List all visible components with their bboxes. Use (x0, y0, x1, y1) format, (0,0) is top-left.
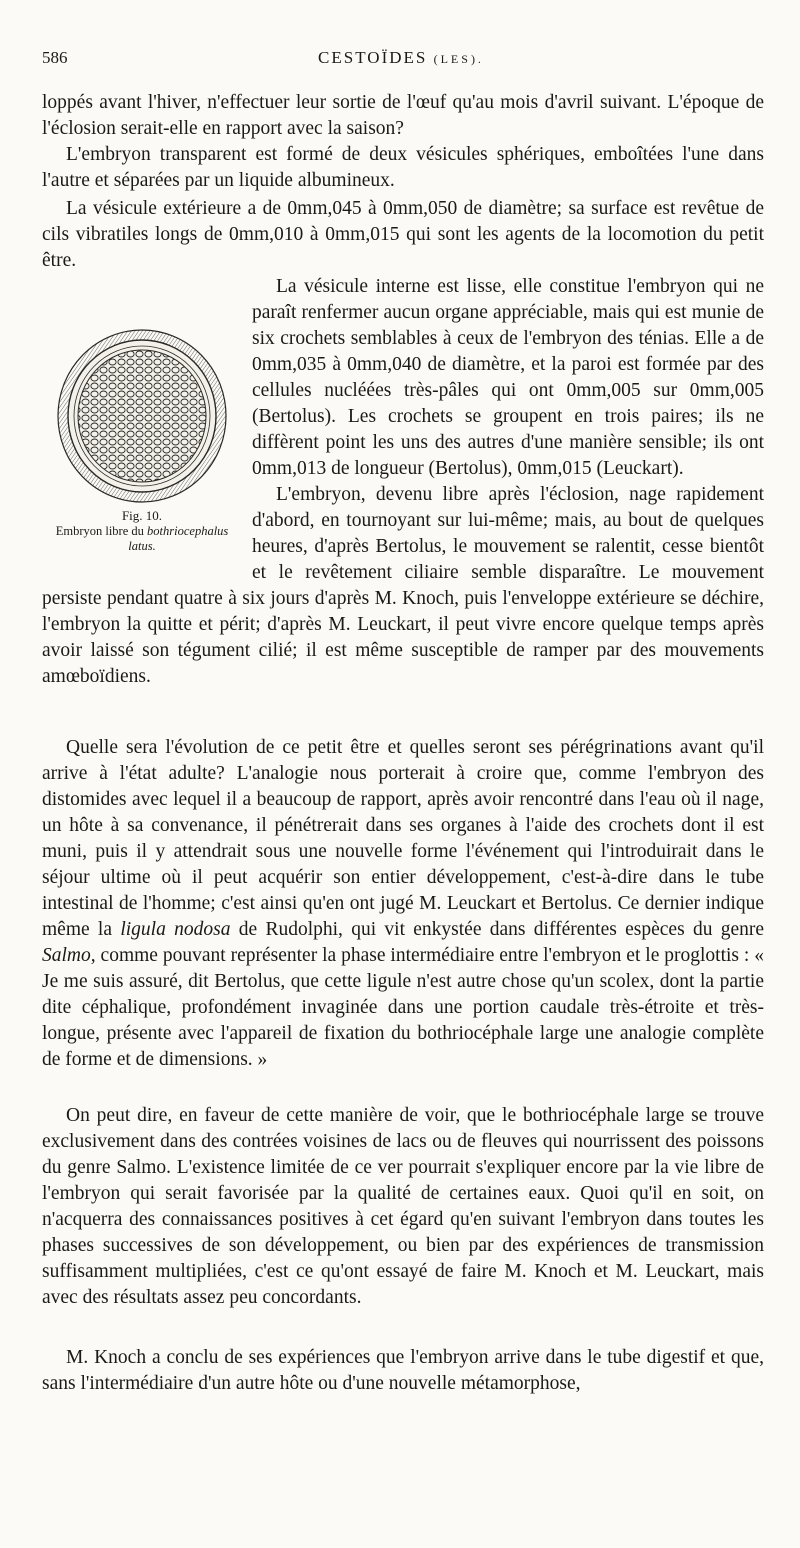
paragraph-4: L'embryon, devenu libre après l'éclosion, nage rapidement d'abord, en tournoyant sur lui-même; mais, au bout de quelques heures, d'après Bertolus, le mouvement se ralentit, cesse bientôt et le revêtement ciliaire semble disparaître. Le mouvement persiste pendant quatre à six jours d'après M. Knoch, puis l'enveloppe extérieure se déchire, l'embryon la quitte et périt; d'après M. Leuckart, il peut vivre encore quelque temps après avoir laissé son tégument cilié; il est même susceptible de ramper par des mouvements amœboïdiens. (42, 484, 764, 687)
running-title-paren: (LES). (433, 52, 484, 66)
figure-wrap-region (42, 274, 764, 687)
paragraph-5 (42, 735, 764, 1073)
paragraph-5-text-b: de Rudolphi, qui vit enkystée dans différentes espèces du genre (238, 919, 765, 940)
paragraph-0: loppés avant l'hiver, n'effectuer leur sortie de l'œuf qu'au mois d'avril suivant. L'époque de l'éclosion serait-elle en rapport avec la saison? (42, 92, 764, 139)
paragraph-7: M. Knoch a conclu de ses expériences que l'embryon arrive dans le tube digestif et que, sans l'intermédiaire d'un autre hôte ou d'une nouvelle métamorphose, (42, 1347, 764, 1394)
figure-caption-plain: Embryon libre du (55, 524, 144, 538)
figure (42, 326, 242, 571)
paragraph-5-ligula: ligula nodosa (120, 919, 231, 940)
paragraph-5-salmo: Salmo, (42, 945, 96, 966)
paragraph-1: L'embryon transparent est formé de deux vésicules sphériques, emboîtées l'une dans l'autre et séparées par un liquide albumineux. (42, 144, 764, 191)
figure-caption-italic: bothriocephalus latus. (128, 524, 229, 553)
paragraph-5-text-c: comme pouvant représenter la phase intermédiaire entre l'embryon et le proglottis : « Je me suis assuré, dit Bertolus, que cette ligule n'est autre chose qu'un scolex, dont la partie dite céphalique, profondément invaginée dans une portion caudale très-étroite et très-longue, présente avec l'appareil de fixation du bothriocéphale large une analogie complète de forme et de dimensions. » (42, 945, 765, 1070)
running-header (42, 48, 760, 72)
figure-caption (42, 524, 242, 554)
paragraph-6: On peut dire, en faveur de cette manière de voir, que le bothriocéphale large se trouve exclusivement dans des contrées voisines de lacs ou de fleuves qui nourrissent des poissons du genre Salmo. L'existence limitée de ce ver pourrait s'expliquer encore par la vie libre de l'embryon qui serait favorisée par la qualité de certaines eaux. Quoi qu'il en soit, on n'acquerra des connaissances positives à cet égard qu'en suivant l'embryon dans toutes les phases successives de son développement, ou bien par des expériences de transmission suffisamment multipliées, c'est ce qu'ont essayé de faire M. Knoch et M. Leuckart, mais avec des résultats assez peu concordants. (42, 1105, 764, 1308)
embryo-illustration (54, 326, 230, 506)
page-number: 586 (42, 48, 68, 67)
figure-number: Fig. 10. (121, 508, 163, 523)
running-title (42, 48, 760, 68)
running-title-main: CESTOÏDES (318, 48, 428, 67)
paragraph-3: La vésicule interne est lisse, elle constitue l'embryon qui ne paraît renfermer aucun organe appréciable, mais qui est munie de six crochets semblables à ceux de l'embryon des ténias. Elle a de 0mm,035 à 0mm,040 de diamètre, et la paroi est formée par des cellules nucléées très-pâles qui ont 0mm,005 sur 0mm,005 (Bertolus). Les crochets se groupent en trois paires; ils ne diffèrent point les uns des autres d'une manière sensible; ils ont 0mm,013 de longueur (Bertolus), 0mm,015 (Leuckart). (252, 276, 764, 479)
paragraph-5-text-a: Quelle sera l'évolution de ce petit être et quelles seront ses pérégrinations avant qu'il arrive à l'état adulte? L'analogie nous porterait à croire que, comme l'embryon des distomides avec lequel il a beaucoup de rapport, après avoir rencontré dans l'eau où il nage, un hôte à sa convenance, il pénétrerait dans ses organes à l'aide des crochets dont il est muni, puis il y attendrait sous une nouvelle forme l'événement qui l'introduirait dans le séjour ultime où il peut acquérir son entier développement, c'est-à-dire dans le tube intestinal de l'homme; c'est ainsi qu'en ont jugé M. Leuckart et Bertolus. Ce dernier indique même la (42, 737, 764, 940)
paragraph-2: La vésicule extérieure a de 0mm,045 à 0mm,050 de diamètre; sa surface est revêtue de cils vibratiles longs de 0mm,010 à 0mm,015 qui sont les agents de la locomotion du petit être. (42, 198, 764, 271)
